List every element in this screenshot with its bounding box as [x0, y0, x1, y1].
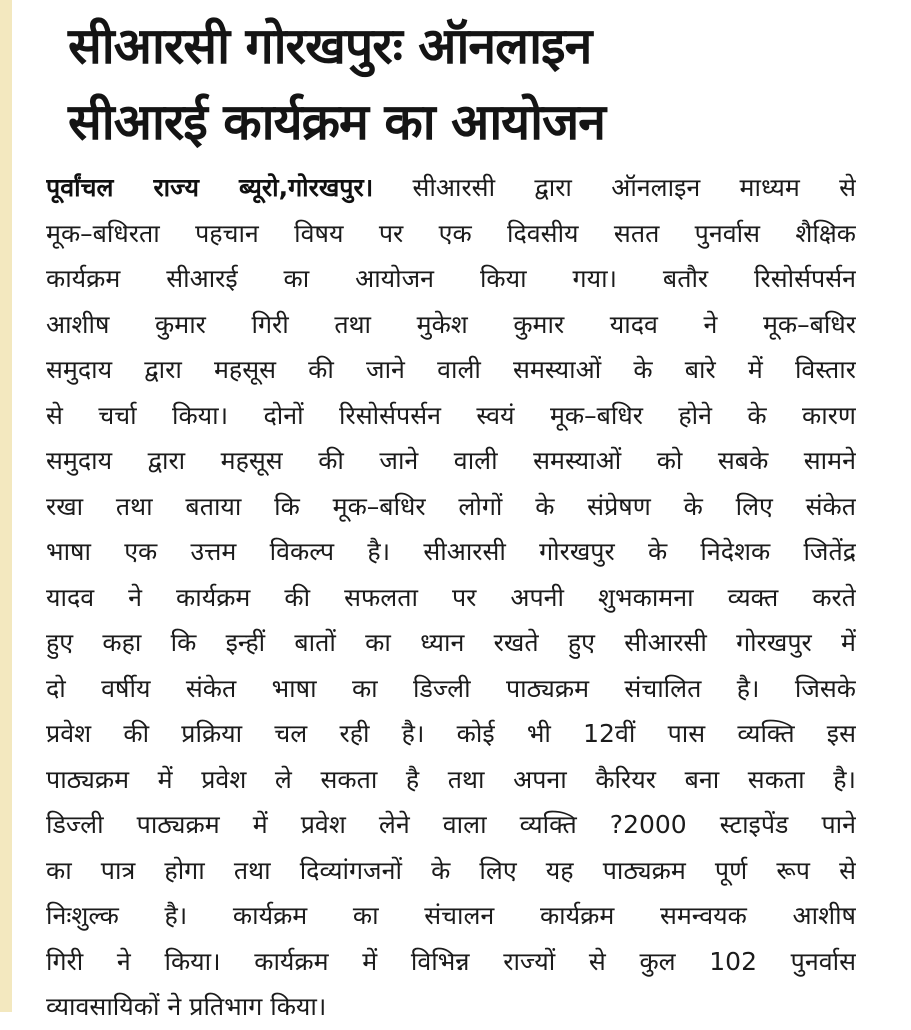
body-line-5: समुदाय द्वारा महसूस की जाने वाली समस्याओं के बारे में विस्तार — [46, 355, 856, 384]
body-line-2: मूक–बधिरता पहचान विषय पर एक दिवसीय सतत पुनर्वास शैक्षिक — [46, 218, 856, 248]
body-line-19: व्यावसायिकों ने प्रतिभाग किया। — [46, 992, 327, 1021]
body-line-15: डिज्ली पाठ्यक्रम में प्रवेश लेने वाला व्यक्ति ?2000 स्टाइपेंड पाने — [46, 810, 856, 839]
body-line-9: भाषा एक उत्तम विकल्प है। सीआरसी गोरखपुर के निदेशक जितेंद्र — [46, 537, 856, 566]
body-line-14: पाठ्यक्रम में प्रवेश ले सकता है तथा अपना कैरियर बना सकता है। — [46, 764, 856, 794]
body-line-1-text: सीआरसी द्वारा ऑनलाइन माध्यम से — [412, 173, 856, 202]
body-line-11: हुए कहा कि इन्हीं बातों का ध्यान रखते हुए सीआरसी गोरखपुर में — [46, 628, 856, 657]
body-line-12: दो वर्षीय संकेत भाषा का डिज्ली पाठ्यक्रम संचालित है। जिसके — [46, 673, 856, 703]
article-body — [46, 165, 856, 1030]
headline-line-2: सीआरई कार्यक्रम का आयोजन — [68, 93, 605, 151]
body-line-1 — [46, 165, 856, 211]
body-line-17: निःशुल्क है। कार्यक्रम का संचालन कार्यक्रम समन्वयक आशीष — [46, 901, 856, 930]
body-line-18: गिरी ने किया। कार्यक्रम में विभिन्न राज्यों से कुल 102 पुनर्वास — [46, 946, 856, 976]
body-line-13: प्रवेश की प्रक्रिया चल रही है। कोई भी 12वीं पास व्यक्ति इस — [46, 719, 856, 748]
body-line-8: रखा तथा बताया कि मूक–बधिर लोगों के संप्रेषण के लिए संकेत — [46, 491, 856, 521]
body-line-7: समुदाय द्वारा महसूस की जाने वाली समस्याओं को सबके सामने — [46, 446, 856, 475]
page-edge-strip — [0, 0, 12, 1012]
body-line-3: कार्यक्रम सीआरई का आयोजन किया गया। बतौर रिसोर्सपर्सन — [46, 264, 856, 293]
body-line-10: यादव ने कार्यक्रम की सफलता पर अपनी शुभकामना व्यक्त करते — [46, 582, 856, 612]
headline — [22, 8, 902, 160]
headline-line-1: सीआरसी गोरखपुरः ऑनलाइन — [68, 17, 592, 75]
body-line-16: का पात्र होगा तथा दिव्यांगजनों के लिए यह पाठ्यक्रम पूर्ण रूप से — [46, 855, 856, 885]
byline: पूर्वांचल राज्य ब्यूरो,गोरखपुर। — [46, 173, 374, 202]
body-line-4: आशीष कुमार गिरी तथा मुकेश कुमार यादव ने मूक–बधिर — [46, 309, 856, 339]
news-article — [22, 8, 902, 160]
body-line-6: से चर्चा किया। दोनों रिसोर्सपर्सन स्वयं मूक–बधिर होने के कारण — [46, 400, 856, 430]
